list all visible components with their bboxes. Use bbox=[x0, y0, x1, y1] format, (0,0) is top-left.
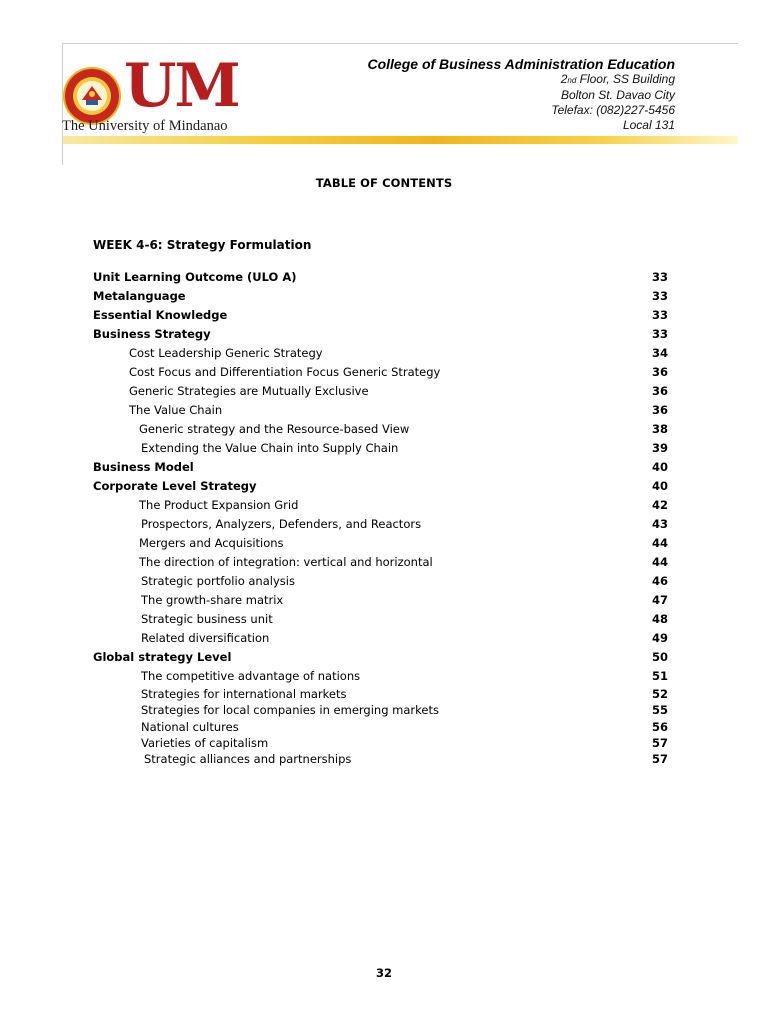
toc-entry bbox=[93, 572, 668, 591]
toc-entry-label: Varieties of capitalism bbox=[141, 735, 269, 750]
toc-entry-label: The Product Expansion Grid bbox=[139, 498, 299, 512]
toc-entry bbox=[93, 610, 668, 629]
toc-entry bbox=[93, 458, 668, 477]
toc-entry bbox=[93, 382, 668, 401]
toc-entry-label: Generic strategy and the Resource-based View bbox=[139, 422, 410, 436]
toc-entry-page: 51 bbox=[651, 669, 668, 683]
toc-entry-page: 44 bbox=[651, 555, 668, 569]
toc-entry bbox=[93, 667, 668, 686]
toc-entry bbox=[93, 306, 668, 325]
toc-entry-page: 50 bbox=[651, 650, 668, 664]
toc-list bbox=[93, 268, 668, 767]
toc-entry-label: Business Strategy bbox=[93, 327, 211, 341]
college-name: College of Business Administration Education bbox=[367, 56, 675, 72]
header-gold-band bbox=[63, 136, 738, 144]
toc-entry-page: 39 bbox=[651, 441, 668, 455]
floor-line bbox=[367, 72, 675, 88]
toc-entry-label: Strategic alliances and partnerships bbox=[144, 752, 352, 767]
toc-entry-page: 33 bbox=[651, 308, 668, 322]
toc-entry-page: 48 bbox=[651, 612, 668, 626]
toc-entry-page: 33 bbox=[651, 270, 668, 284]
toc-entry-label: Corporate Level Strategy bbox=[93, 479, 257, 493]
toc-entry-page: 34 bbox=[651, 346, 668, 360]
toc-entry-label: The direction of integration: vertical and horizontal bbox=[139, 555, 433, 569]
toc-entry bbox=[93, 719, 668, 735]
toc-entry bbox=[93, 735, 668, 751]
toc-entry-label: National cultures bbox=[141, 719, 239, 734]
toc-entry-label: Business Model bbox=[93, 460, 194, 474]
toc-entry bbox=[93, 420, 668, 439]
toc-entry bbox=[93, 363, 668, 382]
toc-entry-label: Cost Focus and Differentiation Focus Generic Strategy bbox=[129, 365, 441, 379]
street-line: Bolton St. Davao City bbox=[560, 88, 675, 102]
toc-entry bbox=[93, 553, 668, 572]
toc-entry bbox=[93, 439, 668, 458]
college-address-block bbox=[367, 57, 675, 133]
toc-entry-page: 36 bbox=[651, 365, 668, 379]
week-heading: WEEK 4-6: Strategy Formulation bbox=[93, 238, 312, 252]
toc-entry-label: Cost Leadership Generic Strategy bbox=[129, 346, 323, 360]
university-logo bbox=[62, 51, 262, 134]
toc-entry-page: 47 bbox=[651, 593, 668, 607]
floor-suffix: nd bbox=[567, 76, 577, 85]
toc-entry-label: Strategic business unit bbox=[141, 612, 273, 626]
toc-entry-label: Extending the Value Chain into Supply Chain bbox=[141, 441, 399, 455]
toc-title: TABLE OF CONTENTS bbox=[315, 176, 453, 190]
university-seal-icon bbox=[62, 66, 122, 126]
toc-entry bbox=[93, 629, 668, 648]
toc-entry-label: Generic Strategies are Mutually Exclusive bbox=[129, 384, 369, 398]
local-line: Local 131 bbox=[622, 118, 675, 132]
floor-number: 2 bbox=[560, 72, 568, 86]
toc-entry-page: 40 bbox=[651, 479, 668, 493]
toc-entry-label: Mergers and Acquisitions bbox=[139, 536, 284, 550]
toc-entry-page: 33 bbox=[651, 289, 668, 303]
toc-entry-page: 38 bbox=[651, 422, 668, 436]
toc-entry-page: 55 bbox=[651, 703, 668, 718]
toc-entry-page: 57 bbox=[651, 752, 668, 767]
toc-entry-page: 36 bbox=[651, 403, 668, 417]
toc-entry bbox=[93, 751, 668, 767]
toc-entry-page: 46 bbox=[651, 574, 668, 588]
toc-entry-label: Essential Knowledge bbox=[93, 308, 228, 322]
toc-entry-label: Related diversification bbox=[141, 631, 270, 645]
toc-entry-page: 42 bbox=[651, 498, 668, 512]
toc-entry-label: Metalanguage bbox=[93, 289, 186, 303]
toc-entry bbox=[93, 287, 668, 306]
toc-entry-page: 33 bbox=[651, 327, 668, 341]
logo-letters: UM bbox=[124, 51, 239, 121]
toc-entry bbox=[93, 591, 668, 610]
toc-entry bbox=[93, 686, 668, 702]
toc-entry-label: The growth-share matrix bbox=[141, 593, 284, 607]
toc-entry bbox=[93, 534, 668, 553]
toc-entry-label: Prospectors, Analyzers, Defenders, and Reactors bbox=[141, 517, 422, 531]
toc-entry-page: 36 bbox=[651, 384, 668, 398]
toc-entry bbox=[93, 477, 668, 496]
toc-entry bbox=[93, 344, 668, 363]
toc-entry-page: 44 bbox=[651, 536, 668, 550]
toc-entry-label: Global strategy Level bbox=[93, 650, 232, 664]
toc-entry-label: Strategies for international markets bbox=[141, 687, 347, 701]
telefax-line: Telefax: (082)227-5456 bbox=[551, 103, 675, 117]
header-border-top bbox=[62, 43, 738, 44]
toc-entry-page: 49 bbox=[651, 631, 668, 645]
toc-entry-label: Strategies for local companies in emerging markets bbox=[141, 703, 439, 718]
toc-entry bbox=[93, 702, 668, 718]
toc-entry-label: Strategic portfolio analysis bbox=[141, 574, 295, 588]
toc-entry-label: Unit Learning Outcome (ULO A) bbox=[93, 270, 297, 284]
page-number: 32 bbox=[375, 966, 392, 980]
toc-entry-page: 40 bbox=[651, 460, 668, 474]
toc-entry bbox=[93, 325, 668, 344]
toc-entry-page: 56 bbox=[651, 719, 668, 734]
floor-text: Floor, SS Building bbox=[576, 72, 675, 86]
toc-entry bbox=[93, 268, 668, 287]
toc-entry bbox=[93, 648, 668, 667]
toc-entry-page: 52 bbox=[651, 687, 668, 701]
toc-entry-page: 43 bbox=[651, 517, 668, 531]
toc-entry-label: The Value Chain bbox=[129, 403, 223, 417]
toc-entry bbox=[93, 401, 668, 420]
toc-entry bbox=[93, 515, 668, 534]
toc-entry-page: 57 bbox=[651, 735, 668, 750]
toc-entry-label: The competitive advantage of nations bbox=[141, 669, 361, 683]
university-name: The University of Mindanao bbox=[62, 118, 228, 134]
toc-entry bbox=[93, 496, 668, 515]
